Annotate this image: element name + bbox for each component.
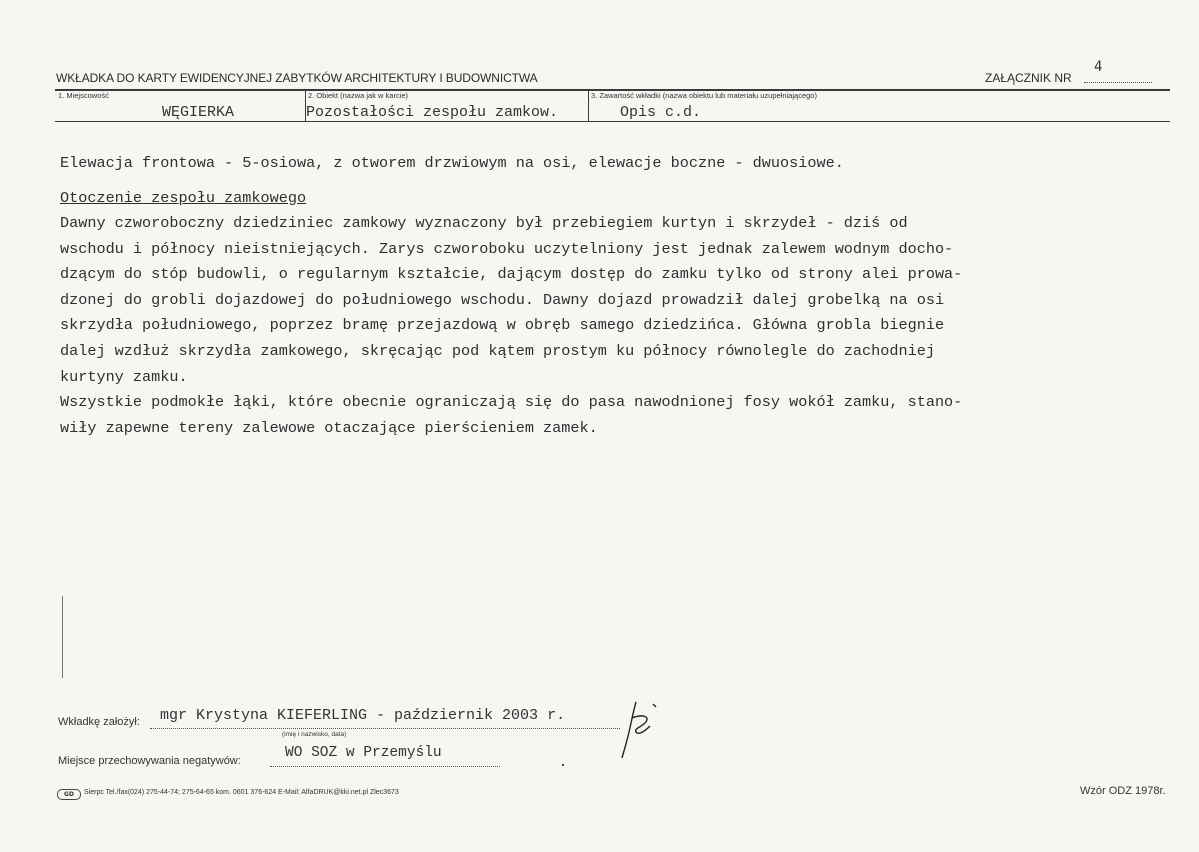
header-bottom-rule: [55, 121, 1170, 122]
body-line: dzącym do stóp budowli, o regularnym kształcie, dającym dostęp do zamku tylko od strony alei prowa-: [60, 265, 963, 284]
field-locality-label: 1. Miejscowość: [58, 91, 109, 100]
created-by-value: mgr Krystyna KIEFERLING - październik 2003 r.: [160, 707, 566, 724]
body-line: wschodu i północy nieistniejących. Zarys czworoboku uczytelniony jest jednak zalewem wodnym docho-: [60, 239, 954, 258]
form-reference: Wzór ODZ 1978r.: [1080, 785, 1166, 797]
body-paragraph-1: Elewacja frontowa - 5-osiowa, z otworem drzwiowym na osi, elewacje boczne - dwuosiowe.: [60, 154, 844, 172]
field-content-label: 3. Zawartość wkładki (nazwa obiektu lub materiału uzupełniającego): [591, 91, 817, 100]
storage-value: WO SOZ w Przemyślu: [285, 745, 442, 761]
body-line: skrzydła południowego, poprzez bramę przejazdową w obręb samego dziedzińca. Główna grobla biegnie: [60, 316, 945, 335]
stray-dot: [562, 764, 564, 766]
field-divider-2: [588, 90, 589, 121]
storage-label: Miejsce przechowywania negatywów:: [58, 755, 241, 767]
signature-icon: [612, 696, 666, 762]
created-by-label: Wkładkę założył:: [58, 716, 140, 728]
field-object-value: Pozostałości zespołu zamkow.: [306, 104, 559, 121]
section-heading: Otoczenie zespołu zamkowego: [60, 189, 307, 207]
body-line: kurtyny zamku.: [60, 367, 188, 386]
body-line: wiły zapewne tereny zalewowe otaczające pierścieniem zamek.: [60, 418, 598, 437]
body-line: Dawny czworoboczny dziedziniec zamkowy wyznaczony był przebiegiem kurtyn i skrzydeł - dziś od: [60, 214, 908, 232]
annex-label: ZAŁĄCZNIK NR: [985, 71, 1072, 85]
body-line: dzonej do grobli dojazdowej do południowego wschodu. Dawny dojazd prowadził dalej grobelką na osi: [60, 290, 945, 309]
annex-number: 4: [1094, 59, 1103, 75]
printer-info: Sierpc Tel./fax(024) 275-44-74; 275-64-65 kom. 0601 376-624 E-Mail: AlfaDRUK@kki.net.pl Zlec3673: [84, 789, 399, 796]
field-content-value: Opis c.d.: [620, 104, 702, 121]
printer-logo-icon: GD: [57, 789, 81, 800]
body-line: dalej wzdłuż skrzydła zamkowego, skręcając pod kątem prostym ku północy równolegle do zachodniej: [60, 342, 935, 360]
margin-mark: [62, 596, 63, 678]
field-locality-value: WĘGIERKA: [162, 104, 235, 121]
field-object-label: 2. Obiekt (nazwa jak w karcie): [308, 91, 409, 100]
body-line: Wszystkie podmokłe łąki, które obecnie ograniczają się do pasa nawodnionej fosy wokół zamku, stano-: [60, 393, 963, 412]
form-title: WKŁADKA DO KARTY EWIDENCYJNEJ ZABYTKÓW ARCHITEKTURY I BUDOWNICTWA: [56, 71, 538, 85]
created-by-hint: (imię i nazwisko, data): [282, 731, 347, 738]
